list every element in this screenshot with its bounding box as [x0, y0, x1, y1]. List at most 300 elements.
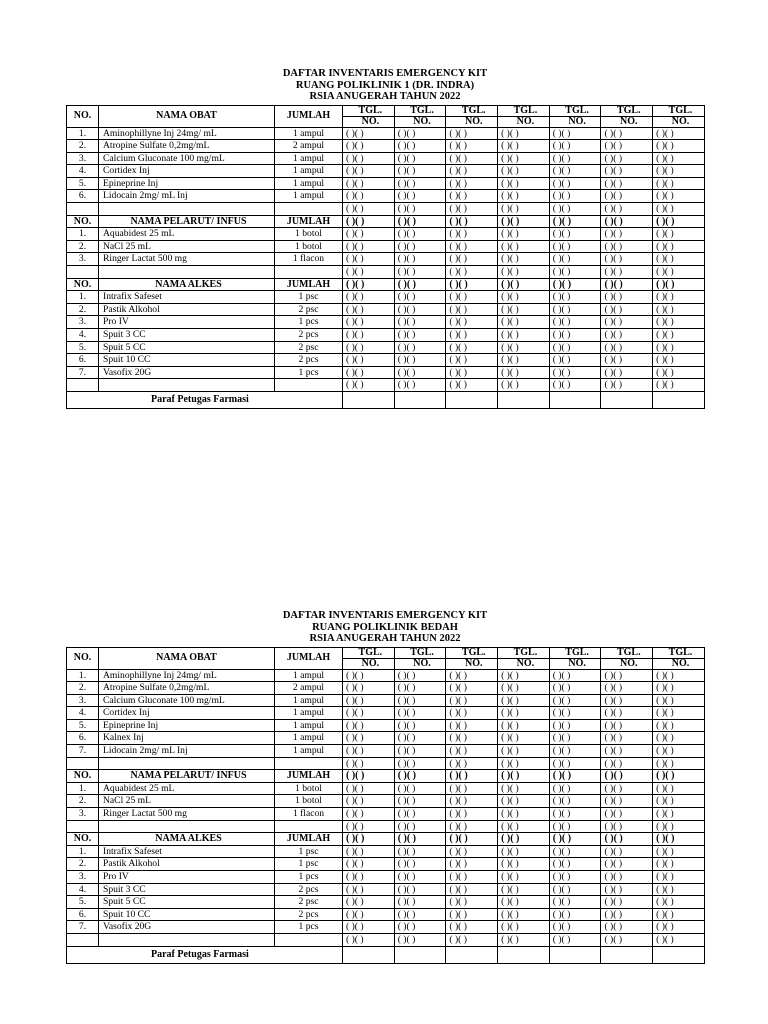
- check-cell: ( )( ): [343, 203, 395, 216]
- item-qty: 1 ampul: [275, 707, 343, 720]
- item-qty: 1 ampul: [275, 719, 343, 732]
- check-cell: ( )( ): [601, 845, 653, 858]
- paraf-cell: [498, 391, 550, 408]
- check-cell: ( )( ): [446, 682, 498, 695]
- check-cell: ( )( ): [549, 795, 601, 808]
- check-cell: ( )( ): [601, 732, 653, 745]
- check-cell: ( )( ): [653, 732, 705, 745]
- check-cell: ( )( ): [498, 694, 550, 707]
- check-cell: ( )( ): [446, 140, 498, 153]
- no-header: NO.: [67, 833, 99, 846]
- table-row: [67, 908, 705, 921]
- check-cell: ( )( ): [601, 808, 653, 821]
- no-label: NO.: [601, 116, 653, 127]
- item-qty: 1 ampul: [275, 694, 343, 707]
- item-qty: 1 psc: [275, 858, 343, 871]
- check-cell: ( )( ): [394, 669, 446, 682]
- item-no: 4.: [67, 329, 99, 342]
- check-cell: ( )( ): [343, 908, 395, 921]
- check-cell: ( )( ): [601, 896, 653, 909]
- check-cell: ( )( ): [394, 228, 446, 241]
- check-cell: ( )( ): [394, 719, 446, 732]
- check-cell: ( )( ): [653, 366, 705, 379]
- check-cell: ( )( ): [601, 316, 653, 329]
- check-cell: ( )( ): [446, 152, 498, 165]
- item-name: Pastik Alkohol: [99, 303, 275, 316]
- item-no: 1.: [67, 291, 99, 304]
- sheet-title: [66, 610, 704, 645]
- item-no: 3.: [67, 694, 99, 707]
- table-row: [67, 329, 705, 342]
- item-no: 1.: [67, 845, 99, 858]
- blank-row: [67, 379, 705, 392]
- item-no: 6.: [67, 190, 99, 203]
- check-cell: ( )( ): [394, 366, 446, 379]
- check-cell: ( )( ): [601, 190, 653, 203]
- table-row: [67, 896, 705, 909]
- check-cell: ( )( ): [394, 190, 446, 203]
- check-cell: ( )( ): [394, 278, 446, 291]
- item-no: 3.: [67, 152, 99, 165]
- check-cell: ( )( ): [343, 883, 395, 896]
- check-cell: ( )( ): [498, 354, 550, 367]
- item-qty: 2 ampul: [275, 682, 343, 695]
- check-cell: ( )( ): [549, 341, 601, 354]
- check-cell: ( )( ): [498, 329, 550, 342]
- item-name: Aquabidest 25 mL: [99, 782, 275, 795]
- check-cell: ( )( ): [498, 177, 550, 190]
- check-cell: ( )( ): [653, 253, 705, 266]
- check-cell: ( )( ): [343, 732, 395, 745]
- check-cell: ( )( ): [446, 694, 498, 707]
- tgl-label: TGL.: [653, 105, 705, 116]
- check-cell: ( )( ): [549, 871, 601, 884]
- check-cell: ( )( ): [343, 795, 395, 808]
- check-cell: ( )( ): [498, 921, 550, 934]
- item-name: Vasofix 20G: [99, 921, 275, 934]
- check-cell: ( )( ): [343, 707, 395, 720]
- check-cell: ( )( ): [343, 291, 395, 304]
- check-cell: ( )( ): [394, 127, 446, 140]
- item-no: 1.: [67, 127, 99, 140]
- item-name: Intrafix Safeset: [99, 291, 275, 304]
- check-cell: ( )( ): [498, 770, 550, 783]
- check-cell: ( )( ): [498, 152, 550, 165]
- table-row: [67, 140, 705, 153]
- item-qty: 2 pcs: [275, 354, 343, 367]
- item-qty: 1 flacon: [275, 253, 343, 266]
- check-cell: ( )( ): [498, 682, 550, 695]
- item-no: 1.: [67, 669, 99, 682]
- paraf-cell: [343, 946, 395, 963]
- no-label: NO.: [549, 658, 601, 669]
- table-row: [67, 228, 705, 241]
- tgl-label: TGL.: [446, 105, 498, 116]
- tgl-label: TGL.: [549, 647, 601, 658]
- check-cell: ( )( ): [601, 341, 653, 354]
- check-cell: ( )( ): [498, 820, 550, 833]
- check-cell: ( )( ): [498, 366, 550, 379]
- table-row: [67, 316, 705, 329]
- check-cell: ( )( ): [394, 933, 446, 946]
- table-row: [67, 707, 705, 720]
- item-qty: 1 pcs: [275, 316, 343, 329]
- check-cell: ( )( ): [394, 379, 446, 392]
- table-row: [67, 682, 705, 695]
- paraf-row: [67, 946, 705, 963]
- check-cell: ( )( ): [601, 908, 653, 921]
- check-cell: ( )( ): [394, 177, 446, 190]
- paraf-cell: [394, 946, 446, 963]
- check-cell: ( )( ): [601, 745, 653, 758]
- check-cell: ( )( ): [446, 795, 498, 808]
- check-cell: ( )( ): [343, 228, 395, 241]
- check-cell: ( )( ): [394, 782, 446, 795]
- title-line-3: RSIA ANUGERAH TAHUN 2022: [309, 91, 461, 102]
- table-row: [67, 732, 705, 745]
- check-cell: ( )( ): [394, 858, 446, 871]
- item-qty: 1 ampul: [275, 177, 343, 190]
- check-cell: ( )( ): [601, 757, 653, 770]
- check-cell: ( )( ): [549, 782, 601, 795]
- check-cell: ( )( ): [653, 871, 705, 884]
- item-qty: 1 botol: [275, 240, 343, 253]
- check-cell: ( )( ): [653, 707, 705, 720]
- check-cell: ( )( ): [549, 933, 601, 946]
- check-cell: ( )( ): [549, 682, 601, 695]
- check-cell: ( )( ): [653, 694, 705, 707]
- check-cell: ( )( ): [601, 266, 653, 279]
- check-cell: ( )( ): [343, 694, 395, 707]
- check-cell: ( )( ): [394, 745, 446, 758]
- table-row: [67, 341, 705, 354]
- check-cell: ( )( ): [653, 745, 705, 758]
- check-cell: ( )( ): [498, 240, 550, 253]
- item-qty: 1 flacon: [275, 808, 343, 821]
- item-name: Spuit 5 CC: [99, 341, 275, 354]
- item-name: Spuit 5 CC: [99, 896, 275, 909]
- check-cell: ( )( ): [498, 908, 550, 921]
- title-line-1: DAFTAR INVENTARIS EMERGENCY KIT: [282, 610, 488, 621]
- check-cell: ( )( ): [498, 833, 550, 846]
- check-cell: ( )( ): [601, 240, 653, 253]
- section-header: [67, 833, 705, 846]
- check-cell: ( )( ): [653, 921, 705, 934]
- inventory-sheet-1: [66, 68, 704, 409]
- item-name: Atropine Sulfate 0,2mg/mL: [99, 682, 275, 695]
- item-name: Epineprine Inj: [99, 177, 275, 190]
- check-cell: ( )( ): [446, 883, 498, 896]
- jumlah-header: JUMLAH: [275, 215, 343, 228]
- check-cell: ( )( ): [343, 215, 395, 228]
- table-row: [67, 782, 705, 795]
- item-name: Lidocain 2mg/ mL Inj: [99, 190, 275, 203]
- check-cell: ( )( ): [498, 808, 550, 821]
- item-no: 2.: [67, 795, 99, 808]
- check-cell: ( )( ): [394, 732, 446, 745]
- check-cell: ( )( ): [653, 820, 705, 833]
- check-cell: ( )( ): [394, 694, 446, 707]
- item-name: Ringer Lactat 500 mg: [99, 253, 275, 266]
- item-name: Aminophillyne Inj 24mg/ mL: [99, 669, 275, 682]
- check-cell: ( )( ): [498, 228, 550, 241]
- check-cell: ( )( ): [343, 782, 395, 795]
- check-cell: ( )( ): [394, 820, 446, 833]
- check-cell: ( )( ): [498, 757, 550, 770]
- item-name: Kalnex Inj: [99, 732, 275, 745]
- check-cell: ( )( ): [601, 278, 653, 291]
- check-cell: ( )( ): [549, 719, 601, 732]
- check-cell: ( )( ): [446, 203, 498, 216]
- jumlah-header: JUMLAH: [275, 833, 343, 846]
- inventory-table: [66, 105, 705, 409]
- item-qty: 2 psc: [275, 341, 343, 354]
- check-cell: ( )( ): [601, 291, 653, 304]
- table-row: [67, 858, 705, 871]
- check-cell: ( )( ): [446, 871, 498, 884]
- table-row: [67, 190, 705, 203]
- no-label: NO.: [394, 658, 446, 669]
- check-cell: ( )( ): [446, 190, 498, 203]
- check-cell: ( )( ): [601, 694, 653, 707]
- paraf-label: Paraf Petugas Farmasi: [67, 391, 343, 408]
- check-cell: ( )( ): [446, 215, 498, 228]
- check-cell: ( )( ): [498, 883, 550, 896]
- check-cell: ( )( ): [394, 215, 446, 228]
- check-cell: ( )( ): [549, 921, 601, 934]
- item-no: 2.: [67, 858, 99, 871]
- check-cell: ( )( ): [549, 165, 601, 178]
- item-name: Aminophillyne Inj 24mg/ mL: [99, 127, 275, 140]
- check-cell: ( )( ): [601, 152, 653, 165]
- check-cell: ( )( ): [343, 177, 395, 190]
- blank-row: [67, 266, 705, 279]
- check-cell: ( )( ): [343, 127, 395, 140]
- check-cell: ( )( ): [549, 808, 601, 821]
- item-no: 5.: [67, 341, 99, 354]
- check-cell: ( )( ): [394, 757, 446, 770]
- no-label: NO.: [343, 658, 395, 669]
- check-cell: ( )( ): [498, 266, 550, 279]
- table-row: [67, 303, 705, 316]
- check-cell: ( )( ): [394, 883, 446, 896]
- check-cell: ( )( ): [549, 669, 601, 682]
- no-label: NO.: [498, 116, 550, 127]
- check-cell: ( )( ): [549, 770, 601, 783]
- check-cell: ( )( ): [653, 341, 705, 354]
- blank-row: [67, 820, 705, 833]
- item-qty: 1 ampul: [275, 190, 343, 203]
- item-no: 5.: [67, 177, 99, 190]
- check-cell: ( )( ): [653, 719, 705, 732]
- check-cell: ( )( ): [343, 896, 395, 909]
- check-cell: ( )( ): [549, 896, 601, 909]
- no-label: NO.: [549, 116, 601, 127]
- item-no: 5.: [67, 896, 99, 909]
- item-name: Pastik Alkohol: [99, 858, 275, 871]
- item-no: 2.: [67, 240, 99, 253]
- check-cell: ( )( ): [549, 908, 601, 921]
- check-cell: ( )( ): [394, 316, 446, 329]
- item-name: NaCl 25 mL: [99, 795, 275, 808]
- no-header: NO.: [67, 105, 99, 127]
- section-title: NAMA PELARUT/ INFUS: [99, 770, 275, 783]
- check-cell: ( )( ): [446, 253, 498, 266]
- check-cell: ( )( ): [343, 152, 395, 165]
- paraf-cell: [446, 946, 498, 963]
- check-cell: ( )( ): [549, 745, 601, 758]
- check-cell: ( )( ): [394, 240, 446, 253]
- blank-row: [67, 203, 705, 216]
- check-cell: ( )( ): [498, 933, 550, 946]
- check-cell: ( )( ): [446, 732, 498, 745]
- section-title: NAMA ALKES: [99, 278, 275, 291]
- tgl-label: TGL.: [601, 105, 653, 116]
- no-header: NO.: [67, 278, 99, 291]
- no-header: NO.: [67, 647, 99, 669]
- tgl-label: TGL.: [343, 647, 395, 658]
- item-qty: 2 pcs: [275, 883, 343, 896]
- item-qty: 2 psc: [275, 896, 343, 909]
- nama-obat-header: NAMA OBAT: [99, 105, 275, 127]
- check-cell: ( )( ): [549, 140, 601, 153]
- check-cell: ( )( ): [446, 354, 498, 367]
- check-cell: ( )( ): [394, 253, 446, 266]
- item-qty: 1 ampul: [275, 669, 343, 682]
- check-cell: ( )( ): [498, 165, 550, 178]
- item-qty: 2 pcs: [275, 329, 343, 342]
- check-cell: ( )( ): [343, 833, 395, 846]
- check-cell: ( )( ): [343, 682, 395, 695]
- item-name: Lidocain 2mg/ mL Inj: [99, 745, 275, 758]
- blank-row: [67, 933, 705, 946]
- check-cell: ( )( ): [549, 240, 601, 253]
- section-header: [67, 770, 705, 783]
- tgl-label: TGL.: [498, 647, 550, 658]
- check-cell: ( )( ): [601, 366, 653, 379]
- check-cell: ( )( ): [394, 354, 446, 367]
- check-cell: ( )( ): [498, 215, 550, 228]
- check-cell: ( )( ): [343, 757, 395, 770]
- item-qty: 1 ampul: [275, 165, 343, 178]
- check-cell: ( )( ): [653, 140, 705, 153]
- check-cell: ( )( ): [446, 177, 498, 190]
- check-cell: ( )( ): [653, 127, 705, 140]
- item-qty: 1 botol: [275, 782, 343, 795]
- item-qty: 2 pcs: [275, 908, 343, 921]
- check-cell: ( )( ): [653, 190, 705, 203]
- check-cell: ( )( ): [446, 240, 498, 253]
- check-cell: ( )( ): [549, 354, 601, 367]
- check-cell: ( )( ): [601, 820, 653, 833]
- no-label: NO.: [446, 658, 498, 669]
- check-cell: ( )( ): [394, 845, 446, 858]
- check-cell: ( )( ): [601, 682, 653, 695]
- check-cell: ( )( ): [394, 341, 446, 354]
- check-cell: ( )( ): [601, 833, 653, 846]
- check-cell: ( )( ): [549, 253, 601, 266]
- check-cell: ( )( ): [549, 329, 601, 342]
- table-row: [67, 253, 705, 266]
- check-cell: ( )( ): [446, 341, 498, 354]
- item-no: 3.: [67, 808, 99, 821]
- check-cell: ( )( ): [601, 795, 653, 808]
- item-name: Vasofix 20G: [99, 366, 275, 379]
- paraf-cell: [549, 391, 601, 408]
- check-cell: ( )( ): [653, 795, 705, 808]
- paraf-cell: [549, 946, 601, 963]
- item-name: Spuit 10 CC: [99, 908, 275, 921]
- check-cell: ( )( ): [601, 858, 653, 871]
- paraf-label: Paraf Petugas Farmasi: [67, 946, 343, 963]
- check-cell: ( )( ): [549, 757, 601, 770]
- table-row: [67, 177, 705, 190]
- check-cell: ( )( ): [653, 883, 705, 896]
- item-name: Pro IV: [99, 871, 275, 884]
- check-cell: ( )( ): [549, 707, 601, 720]
- table-header: [67, 105, 705, 116]
- check-cell: ( )( ): [601, 165, 653, 178]
- check-cell: ( )( ): [549, 858, 601, 871]
- table-row: [67, 808, 705, 821]
- item-name: Aquabidest 25 mL: [99, 228, 275, 241]
- check-cell: ( )( ): [601, 215, 653, 228]
- item-no: 3.: [67, 253, 99, 266]
- check-cell: ( )( ): [653, 278, 705, 291]
- item-qty: 1 ampul: [275, 732, 343, 745]
- check-cell: ( )( ): [446, 303, 498, 316]
- check-cell: ( )( ): [601, 782, 653, 795]
- check-cell: ( )( ): [653, 215, 705, 228]
- title-line-2: RUANG POLIKLINIK 1 (DR. INDRA): [295, 79, 475, 91]
- check-cell: ( )( ): [498, 253, 550, 266]
- check-cell: ( )( ): [394, 303, 446, 316]
- no-label: NO.: [653, 658, 705, 669]
- check-cell: ( )( ): [446, 808, 498, 821]
- paraf-cell: [394, 391, 446, 408]
- check-cell: ( )( ): [394, 908, 446, 921]
- check-cell: ( )( ): [653, 757, 705, 770]
- section-title: NAMA PELARUT/ INFUS: [99, 215, 275, 228]
- check-cell: ( )( ): [601, 354, 653, 367]
- check-cell: ( )( ): [653, 165, 705, 178]
- check-cell: ( )( ): [653, 203, 705, 216]
- item-qty: 1 psc: [275, 291, 343, 304]
- no-label: NO.: [601, 658, 653, 669]
- table-row: [67, 845, 705, 858]
- section-header: [67, 278, 705, 291]
- check-cell: ( )( ): [549, 291, 601, 304]
- check-cell: ( )( ): [653, 669, 705, 682]
- check-cell: ( )( ): [549, 190, 601, 203]
- check-cell: ( )( ): [446, 745, 498, 758]
- jumlah-header: JUMLAH: [275, 278, 343, 291]
- check-cell: ( )( ): [343, 266, 395, 279]
- check-cell: ( )( ): [498, 871, 550, 884]
- table-row: [67, 291, 705, 304]
- tgl-label: TGL.: [446, 647, 498, 658]
- table-row: [67, 354, 705, 367]
- check-cell: ( )( ): [549, 152, 601, 165]
- table-row: [67, 883, 705, 896]
- paraf-cell: [446, 391, 498, 408]
- jumlah-header: JUMLAH: [275, 105, 343, 127]
- item-qty: 2 ampul: [275, 140, 343, 153]
- check-cell: ( )( ): [498, 278, 550, 291]
- item-name: Calcium Gluconate 100 mg/mL: [99, 152, 275, 165]
- check-cell: ( )( ): [446, 291, 498, 304]
- check-cell: ( )( ): [549, 177, 601, 190]
